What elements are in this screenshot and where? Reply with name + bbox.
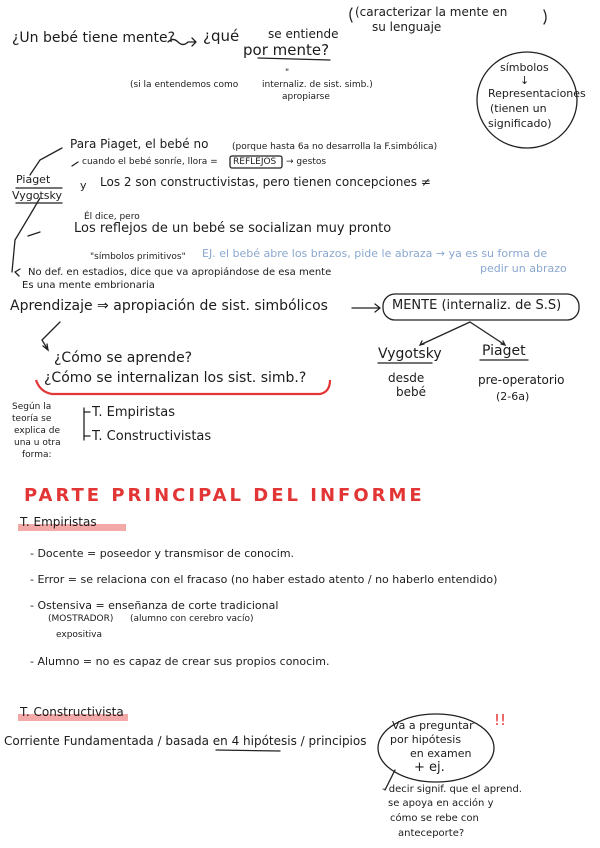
box-line-3: en examen [410, 747, 472, 760]
constructivista-heading: T. Constructivista [20, 705, 124, 719]
simbolos-line-2: Representaciones [488, 87, 586, 100]
reflejos-box: REFLEJOS [233, 157, 277, 167]
empiristas-heading: T. Empiristas [20, 515, 97, 529]
simbolos-line-1: símbolos [500, 61, 549, 74]
empiristas-error: - Error = se relaciona con el fracaso (no haber estado atento / no haberlo entendido) [30, 573, 498, 586]
segun-line-4: una u otra [14, 438, 61, 448]
segun-line-5: forma: [22, 450, 52, 460]
apropiarse-text: apropiarse [282, 92, 330, 102]
segun-line-3: explica de [14, 426, 60, 436]
example-line-1: EJ. el bebé abre los brazos, pide le abraza → ya es su forma de [202, 247, 548, 260]
aprendizaje-line: Aprendizaje ⇒ apropiación de sist. simbólicos [10, 298, 328, 314]
box-line-4: + ej. [414, 760, 445, 775]
segun-line-2: teoría se [12, 414, 52, 424]
question-como-internalizan: ¿Cómo se internalizan los sist. simb.? [44, 370, 307, 386]
piaget-line-1-paren: (porque hasta 6a no desarrolla la F.simbólica) [232, 142, 438, 152]
paren-line-2: internaliz. de sist. simb.) [262, 80, 373, 90]
example-line-2: pedir un abrazo [480, 262, 567, 275]
segun-line-1: Según la [12, 402, 52, 412]
parte-principal-title: PARTE PRINCIPAL DEL INFORME [24, 485, 425, 506]
simbolos-arrow: ↓ [520, 74, 530, 87]
y-text: y [80, 179, 87, 192]
vygotsky-branch: Vygotsky [378, 346, 442, 362]
note-line-2: se apoya en acción y [388, 798, 494, 809]
empiristas-cerebro: (alumno con cerebro vacío) [130, 614, 254, 624]
note-line-1: - decir signif. que el aprend. [382, 784, 522, 795]
note-line-4: anteceporte? [398, 828, 465, 839]
simbolos-primitivos: "símbolos primitivos" [90, 252, 186, 262]
box-line-1: Va a preguntar [392, 719, 474, 732]
por-mente-text: por mente? [243, 41, 330, 59]
piaget-line-2a: cuando el bebé sonríe, llora = [82, 157, 218, 167]
vygotsky-label: Vygotsky [12, 189, 62, 202]
note-line-3: cómo se rebe con [390, 813, 479, 824]
piaget-branch: Piaget [482, 343, 526, 359]
empiristas-alumno: - Alumno = no es capaz de crear sus propios conocim. [30, 655, 330, 668]
el-dice: Él dice, pero [84, 212, 140, 222]
t-empiristas-option: T. Empiristas [92, 405, 175, 420]
constructivista-line: Corriente Fundamentada / basada en 4 hipótesis / principios [4, 734, 367, 748]
quote-mark: " [285, 68, 290, 78]
baby-mind-question: ¿Un bebé tiene mente? [12, 30, 176, 46]
caracterizar-line-2: su lenguaje [372, 20, 442, 34]
empiristas-mostrador: (MOSTRADOR) [48, 614, 114, 624]
edad-text: (2-6a) [496, 390, 530, 403]
t-constructivistas-option: T. Constructivistas [92, 429, 212, 444]
se-entiende-text: se entiende [268, 27, 339, 41]
reflejos-line: Los reflejos de un bebé se socializan muy pronto [74, 221, 392, 236]
mente-box-text: MENTE (internaliz. de S.S) [392, 298, 562, 313]
pre-operatorio: pre-operatorio [478, 373, 565, 387]
estadios-line: No def. en estadios, dice que va apropiándose de esa mente [28, 267, 332, 278]
simbolos-line-4: significado) [488, 117, 552, 130]
piaget-label: Piaget [16, 173, 51, 186]
empiristas-ostensiva: - Ostensiva = enseñanza de corte tradicional [30, 599, 279, 612]
piaget-line-2b: → gestos [286, 157, 327, 167]
mente-embrionaria: Es una mente embrionaria [22, 280, 155, 291]
empiristas-expositiva: expositiva [56, 630, 102, 640]
paren-line-1: (si la entendemos como [130, 80, 239, 90]
box-line-2: por hipótesis [390, 733, 462, 746]
question-como-aprende: ¿Cómo se aprende? [54, 350, 193, 366]
constructivistas-line: Los 2 son constructivistas, pero tienen concepciones ≠ [100, 175, 431, 189]
exclamation-marks: !! [494, 711, 507, 729]
bebe-text: bebé [396, 385, 426, 399]
caracterizar-line-1: (caracterizar la mente en [355, 5, 508, 19]
empiristas-docente: - Docente = poseedor y transmisor de conocim. [30, 547, 295, 560]
que-text: ¿qué [203, 27, 240, 45]
piaget-line-1: Para Piaget, el bebé no [70, 137, 209, 151]
simbolos-line-3: (tienen un [490, 102, 547, 115]
desde-text: desde [388, 371, 425, 385]
